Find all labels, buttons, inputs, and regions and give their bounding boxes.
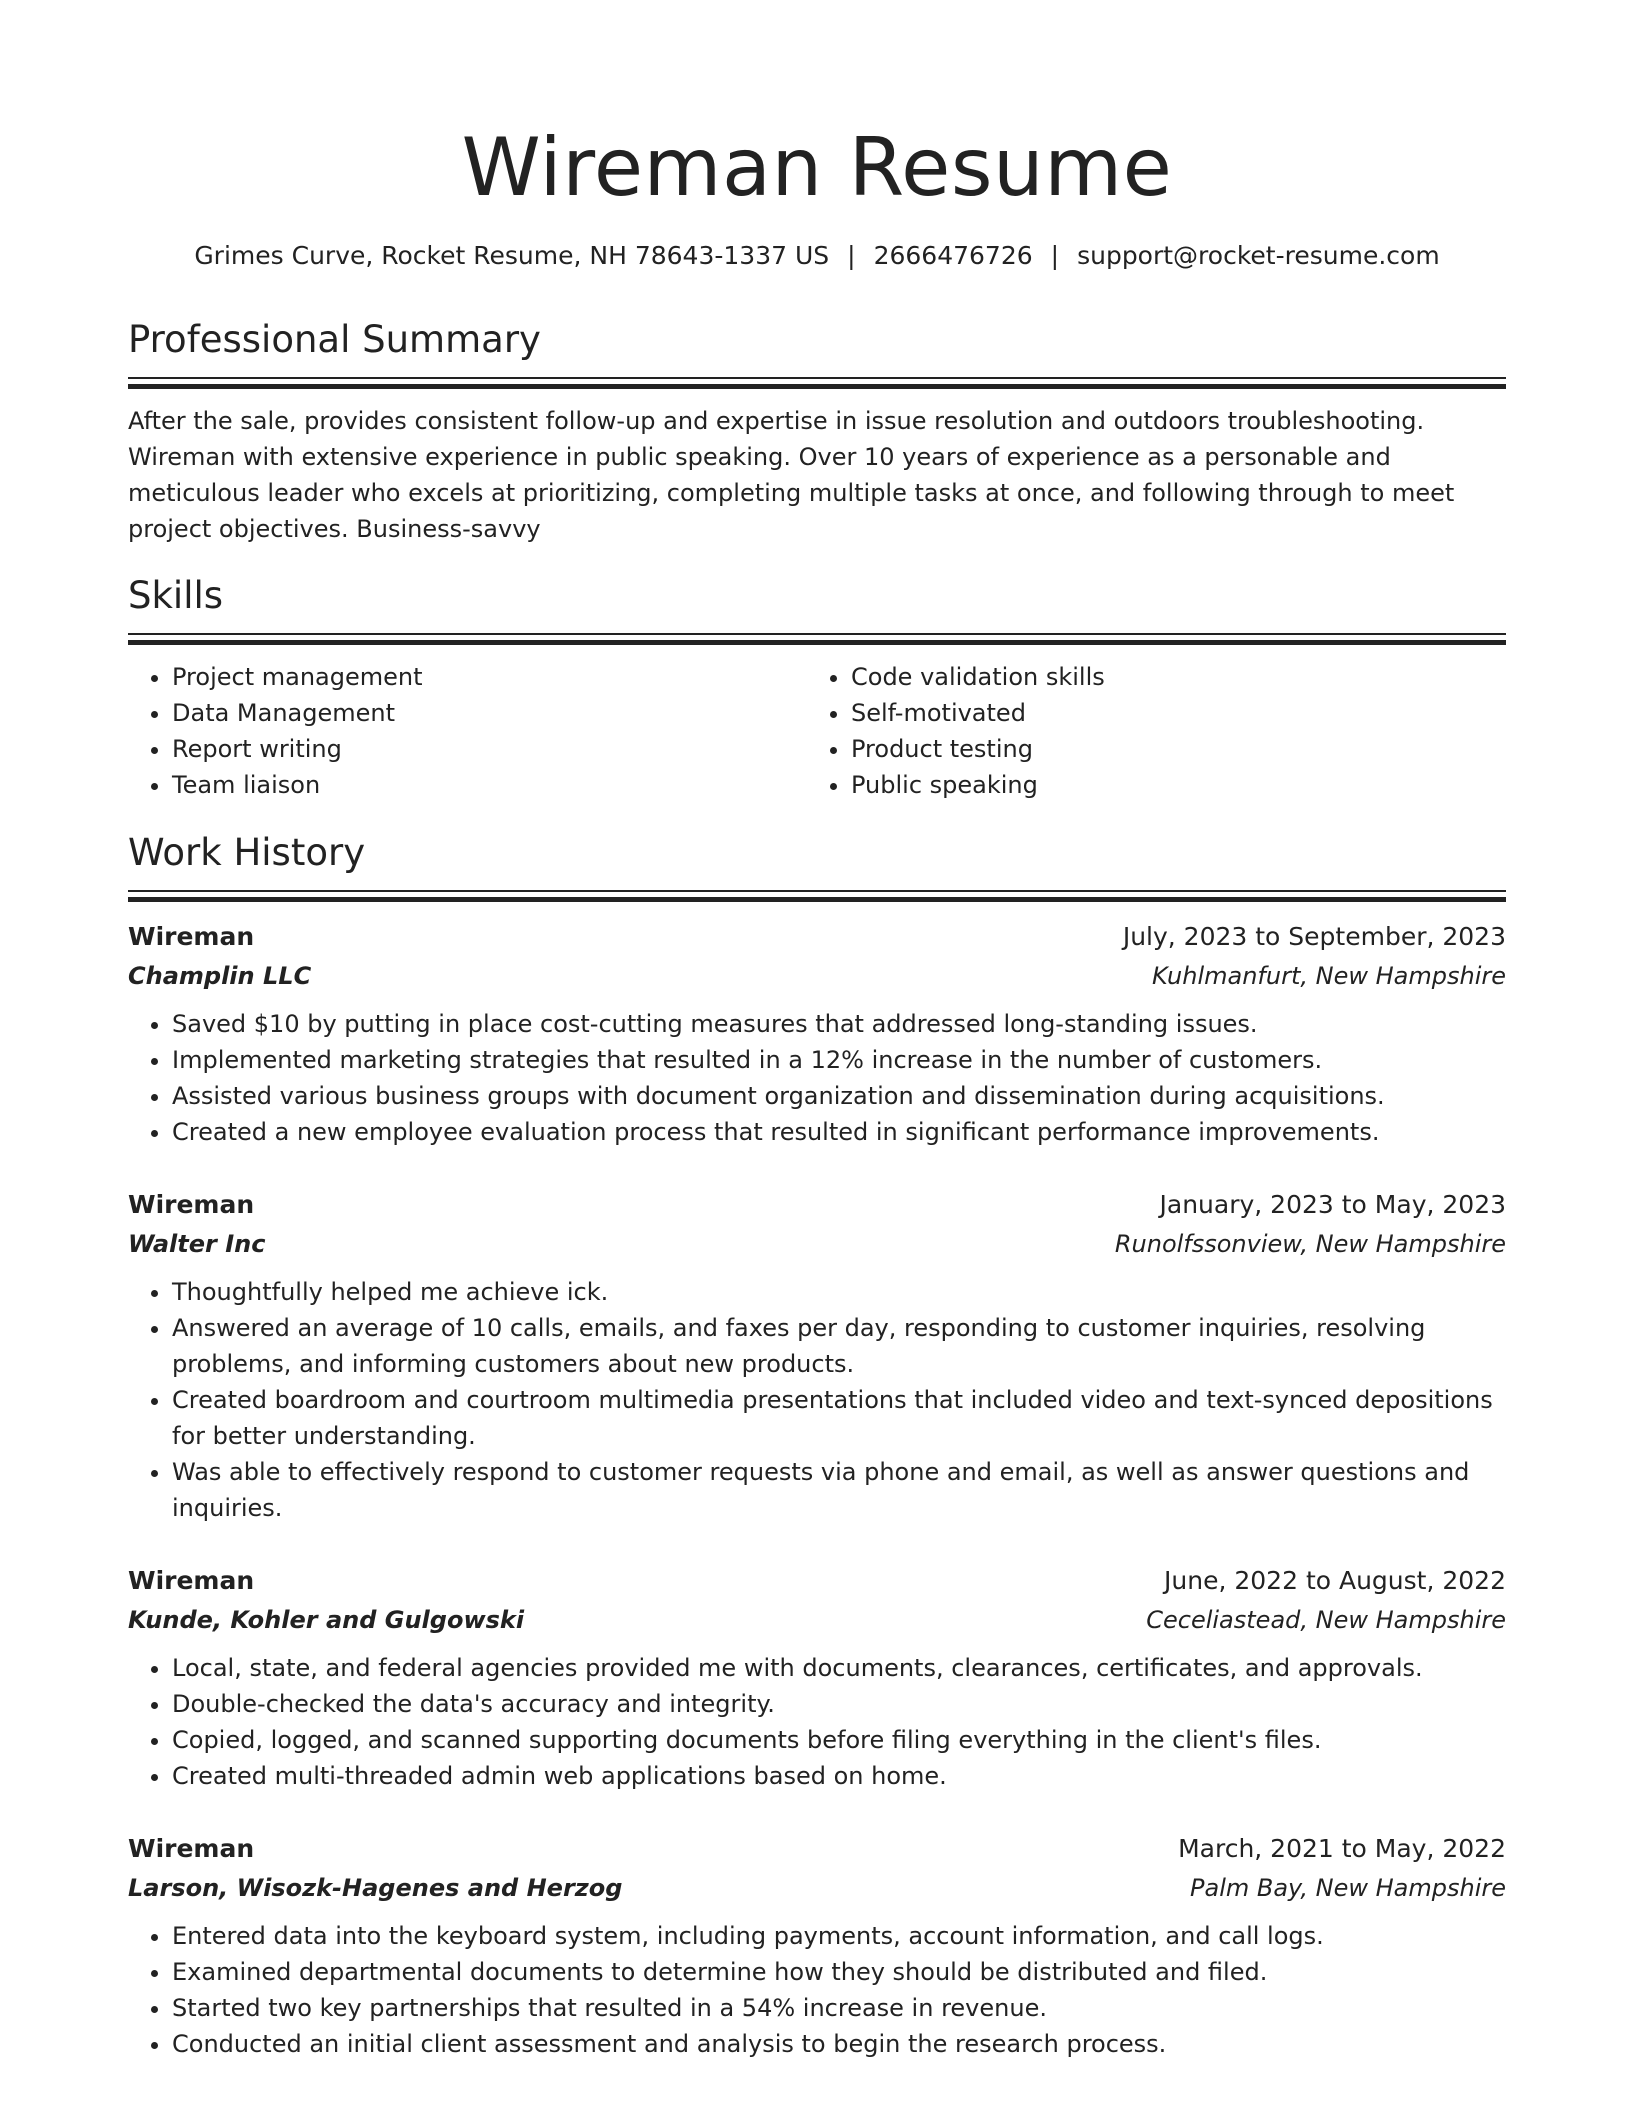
skills-grid bbox=[128, 659, 1506, 803]
summary-text: After the sale, provides consistent follow-up and expertise in issue resolution and outdoors troubleshooting. Wireman with extensive experience in public speaking. Over 10 years of experience as a personable and meticulous leader who excels at prioritizing, completing multiple tasks at once, and following through to meet project objectives. Business-savvy bbox=[128, 407, 1455, 543]
work-history-heading: Work History bbox=[128, 831, 366, 874]
summary-section bbox=[128, 315, 1506, 547]
job-bullet: • Entered data into the keyboard system, including payments, account information, and call logs. bbox=[172, 1918, 1506, 1954]
summary-heading: Professional Summary bbox=[128, 318, 541, 361]
resume-name: Wireman Resume bbox=[461, 121, 1173, 214]
job-bullet: • Implemented marketing strategies that resulted in a 12% increase in the number of customers. bbox=[172, 1042, 1506, 1078]
section-divider bbox=[128, 890, 1506, 902]
job-location: Palm Bay, New Hampshire bbox=[1190, 1874, 1506, 1902]
job-bullet: • Created boardroom and courtroom multimedia presentations that included video and text-synced depositions for better understanding. bbox=[172, 1382, 1506, 1454]
contact-separator: | bbox=[847, 241, 856, 270]
job-dates: June, 2022 to August, 2022 bbox=[1164, 1566, 1506, 1595]
job-company: Kunde, Kohler and Gulgowski bbox=[128, 1606, 525, 1634]
job-dates: July, 2023 to September, 2023 bbox=[1122, 922, 1506, 951]
skills-heading: Skills bbox=[128, 574, 224, 617]
job-title: Wireman bbox=[128, 1834, 255, 1863]
job-dates: January, 2023 to May, 2023 bbox=[1159, 1190, 1506, 1219]
job-bullet-list bbox=[128, 1006, 1506, 1150]
job-entry bbox=[128, 1562, 1506, 1794]
job-bullet: • Answered an average of 10 calls, emails, and faxes per day, responding to customer inquiries, resolving problems, and informing customers about new products. bbox=[172, 1310, 1506, 1382]
section-divider bbox=[128, 633, 1506, 645]
job-bullet: • Local, state, and federal agencies provided me with documents, clearances, certificates, and approvals. bbox=[172, 1650, 1506, 1686]
job-company: Champlin LLC bbox=[128, 962, 312, 990]
skill-item: • Report writing bbox=[172, 731, 807, 767]
job-bullet: • Saved $10 by putting in place cost-cutting measures that addressed long-standing issues. bbox=[172, 1006, 1506, 1042]
job-bullet: • Copied, logged, and scanned supporting documents before filing everything in the client's files. bbox=[172, 1722, 1506, 1758]
job-bullet: • Thoughtfully helped me achieve ick. bbox=[172, 1274, 1506, 1310]
job-entry bbox=[128, 1186, 1506, 1526]
job-bullet-list bbox=[128, 1918, 1506, 2062]
skill-item: • Product testing bbox=[851, 731, 1486, 767]
job-bullet: • Created multi-threaded admin web applications based on home. bbox=[172, 1758, 1506, 1794]
work-history-section bbox=[128, 828, 1506, 902]
skill-item: • Public speaking bbox=[851, 767, 1486, 803]
job-bullet: • Conducted an initial client assessment and analysis to begin the research process. bbox=[172, 2026, 1506, 2062]
contact-address: Grimes Curve, Rocket Resume, NH 78643-1337 US bbox=[194, 241, 830, 270]
job-bullet-list bbox=[128, 1650, 1506, 1794]
contact-separator: | bbox=[1050, 241, 1060, 270]
job-entry bbox=[128, 1830, 1506, 2062]
job-bullet-list bbox=[128, 1274, 1506, 1526]
skills-column-right bbox=[807, 659, 1486, 803]
job-bullet: • Examined departmental documents to determine how they should be distributed and filed. bbox=[172, 1954, 1506, 1990]
section-divider bbox=[128, 377, 1506, 389]
skills-section bbox=[128, 571, 1506, 803]
skill-item: • Team liaison bbox=[172, 767, 807, 803]
skill-item: • Code validation skills bbox=[851, 659, 1486, 695]
skill-item: • Self-motivated bbox=[851, 695, 1486, 731]
job-bullet: • Assisted various business groups with document organization and dissemination during acquisitions. bbox=[172, 1078, 1506, 1114]
job-title: Wireman bbox=[128, 922, 255, 951]
job-entry bbox=[128, 918, 1506, 1150]
job-company: Larson, Wisozk-Hagenes and Herzog bbox=[128, 1874, 623, 1902]
job-location: Kuhlmanfurt, New Hampshire bbox=[1151, 962, 1506, 990]
job-bullet: • Double-checked the data's accuracy and integrity. bbox=[172, 1686, 1506, 1722]
contact-phone: 2666476726 bbox=[873, 241, 1033, 270]
job-location: Ceceliastead, New Hampshire bbox=[1146, 1606, 1506, 1634]
job-title: Wireman bbox=[128, 1190, 255, 1219]
contact-line bbox=[128, 236, 1506, 276]
job-bullet: • Started two key partnerships that resulted in a 54% increase in revenue. bbox=[172, 1990, 1506, 2026]
job-title: Wireman bbox=[128, 1566, 255, 1595]
skill-item: • Data Management bbox=[172, 695, 807, 731]
job-bullet: • Created a new employee evaluation process that resulted in significant performance improvements. bbox=[172, 1114, 1506, 1150]
job-dates: March, 2021 to May, 2022 bbox=[1178, 1834, 1506, 1863]
job-location: Runolfssonview, New Hampshire bbox=[1114, 1230, 1506, 1258]
contact-email: support@rocket-resume.com bbox=[1077, 241, 1440, 270]
skills-column-left bbox=[128, 659, 807, 803]
job-company: Walter Inc bbox=[128, 1230, 266, 1258]
skill-item: • Project management bbox=[172, 659, 807, 695]
job-bullet: • Was able to effectively respond to customer requests via phone and email, as well as answer questions and inquiries. bbox=[172, 1454, 1506, 1526]
